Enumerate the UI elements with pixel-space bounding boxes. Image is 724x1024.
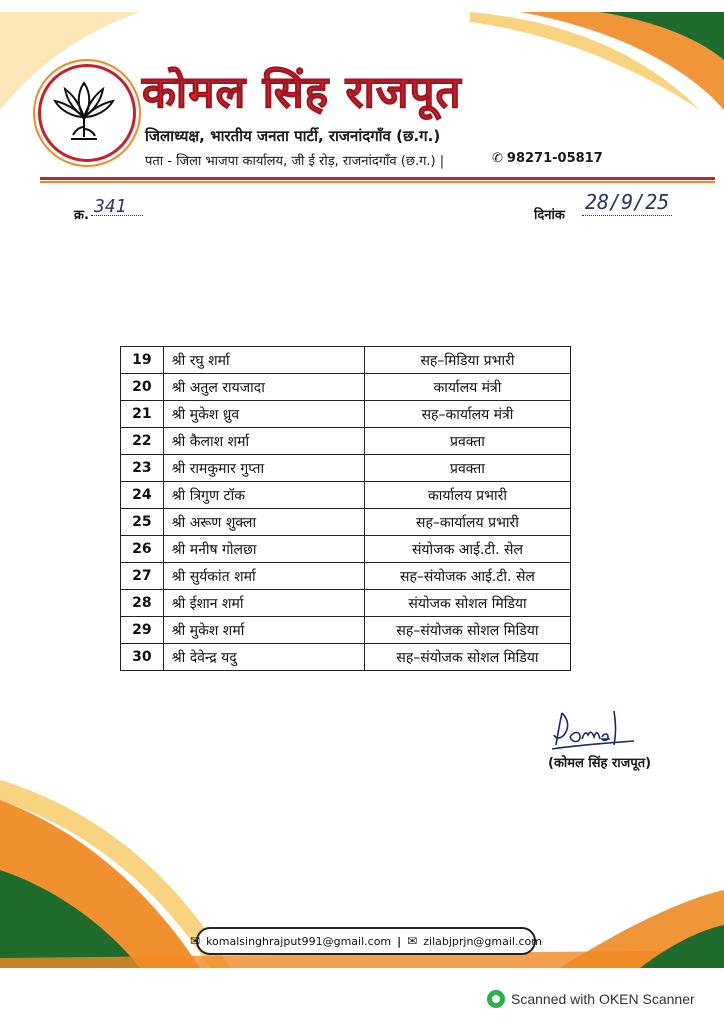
member-name: श्री कैलाश शर्मा (163, 428, 364, 455)
date-label: दिनांक (534, 208, 565, 223)
member-role: कार्यालय मंत्री (364, 374, 570, 401)
header-divider-red (40, 177, 715, 180)
table-row (121, 563, 571, 590)
member-role: प्रवक्ता (364, 428, 570, 455)
scanner-logo-icon (487, 990, 505, 1008)
member-name: श्री रामकुमार गुप्ता (163, 455, 364, 482)
member-name: श्री त्रिगुण टॉक (163, 482, 364, 509)
party-logo (38, 64, 136, 162)
row-number: 30 (121, 644, 164, 671)
header-divider-orange (40, 181, 715, 183)
member-role: सह–संयोजक सोशल मिडिया (364, 617, 570, 644)
row-number: 25 (121, 509, 164, 536)
footer-contact (190, 927, 542, 955)
lotus-logo-icon (53, 77, 115, 145)
table-row (121, 455, 571, 482)
date-value: 28/9/25 (585, 190, 670, 214)
office-bearers-table (120, 346, 571, 671)
member-role: संयोजक सोशल मिडिया (364, 590, 570, 617)
footer-email-primary[interactable]: komalsinghrajput991@gmail.com (206, 934, 392, 948)
footer-separator: | (397, 934, 402, 948)
row-number: 26 (121, 536, 164, 563)
table-row (121, 617, 571, 644)
phone-icon: ✆ (492, 151, 503, 166)
member-name: श्री मुकेश शर्मा (163, 617, 364, 644)
member-name: श्री अरूण शुक्ला (163, 509, 364, 536)
row-number: 27 (121, 563, 164, 590)
reference-number: 341 (94, 196, 127, 217)
member-name: श्री देवेन्द्र यदु (163, 644, 364, 671)
mail-icon: ✉ (190, 934, 201, 948)
member-role: सह–मिडिया प्रभारी (364, 347, 570, 374)
scanner-watermark (487, 990, 695, 1008)
signatory-name: (कोमल सिंह राजपूत) (548, 756, 652, 771)
row-number: 24 (121, 482, 164, 509)
member-role: सह–संयोजक सोशल मिडिया (364, 644, 570, 671)
table-row (121, 482, 571, 509)
table-row (121, 374, 571, 401)
letterhead-name: कोमल सिंह राजपूत (142, 67, 462, 118)
table-row (121, 644, 571, 671)
reference-dotted-line (91, 215, 143, 216)
table-row (121, 536, 571, 563)
member-role: सह–कार्यालय प्रभारी (364, 509, 570, 536)
member-role: सह–संयोजक आई.टी. सेल (364, 563, 570, 590)
member-role: संयोजक आई.टी. सेल (364, 536, 570, 563)
office-address: पता - जिला भाजपा कार्यालय, जी ई रोड़, राजनांदगाँव (छ.ग.) | (145, 154, 445, 169)
mail-icon: ✉ (407, 934, 418, 948)
member-name: श्री ईशान शर्मा (163, 590, 364, 617)
member-name: श्री रघु शर्मा (163, 347, 364, 374)
row-number: 28 (121, 590, 164, 617)
scanner-label: Scanned with OKEN Scanner (511, 991, 695, 1007)
handwritten-signature (548, 705, 640, 755)
phone-value: 98271-05817 (506, 151, 603, 166)
row-number: 20 (121, 374, 164, 401)
table-row (121, 428, 571, 455)
member-name: श्री मनीष गोलछा (163, 536, 364, 563)
row-number: 21 (121, 401, 164, 428)
row-number: 23 (121, 455, 164, 482)
member-name: श्री मुकेश ध्रुव (163, 401, 364, 428)
table-row (121, 509, 571, 536)
table-row (121, 347, 571, 374)
member-name: श्री अतुल रायजादा (163, 374, 364, 401)
member-name: श्री सुर्यकांत शर्मा (163, 563, 364, 590)
row-number: 19 (121, 347, 164, 374)
designation: जिलाध्यक्ष, भारतीय जनता पार्टी, राजनांदगाँव (छ.ग.) (145, 127, 441, 145)
row-number: 22 (121, 428, 164, 455)
reference-label: क्र. (74, 208, 89, 223)
member-role: कार्यालय प्रभारी (364, 482, 570, 509)
date-dotted-line (582, 215, 672, 216)
member-role: प्रवक्ता (364, 455, 570, 482)
table-body (121, 347, 571, 671)
footer-email-secondary[interactable]: zilabjprjn@gmail.com (423, 934, 542, 948)
member-role: सह–कार्यालय मंत्री (364, 401, 570, 428)
table-row (121, 401, 571, 428)
phone-number (492, 151, 603, 166)
row-number: 29 (121, 617, 164, 644)
table-row (121, 590, 571, 617)
